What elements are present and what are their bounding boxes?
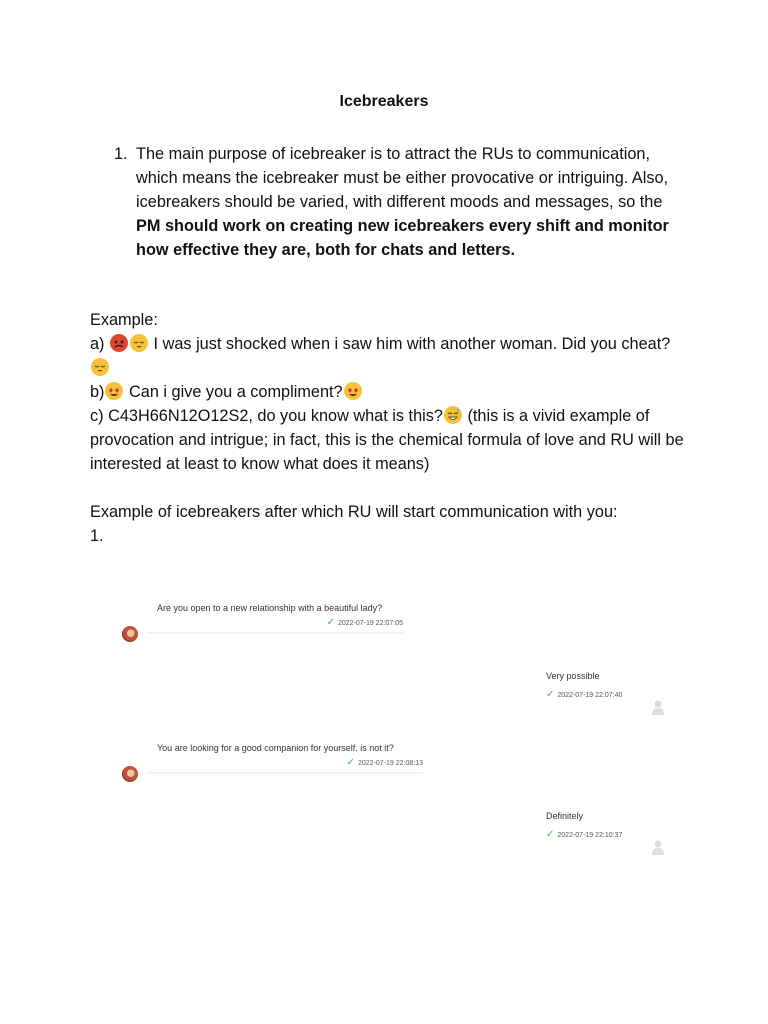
example-c-text: c) C43H66N12O12S2, do you know what is this? (90, 407, 443, 425)
numbered-item-1 (114, 142, 684, 262)
message-meta (147, 617, 403, 632)
example-c (90, 404, 690, 476)
check-icon: ✓ (546, 689, 555, 700)
example-a-text: I was just shocked when i saw him with another woman. Did you cheat? (149, 335, 671, 353)
reply-meta (546, 689, 622, 700)
message-time: 2022-07-19 22:08:13 (358, 760, 423, 767)
message-meta (147, 757, 423, 772)
message-text: Are you open to a new relationship with a beautiful lady? (157, 603, 383, 613)
example-a (90, 332, 690, 380)
incoming-message (147, 590, 403, 633)
heart-eyes-icon (344, 382, 362, 400)
check-icon: ✓ (546, 829, 555, 840)
example-b-text: Can i give you a compliment? (124, 383, 343, 401)
chat-screenshot (114, 585, 684, 875)
pensive-face-icon (130, 334, 148, 352)
pensive-face-icon (91, 358, 109, 376)
outgoing-message (546, 671, 622, 700)
avatar (122, 626, 138, 642)
example2-label: Example of icebreakers after which RU will start communication with you: (90, 503, 618, 521)
example-label: Example: (90, 311, 158, 329)
example2-block (90, 500, 618, 548)
document-title: Icebreakers (339, 93, 429, 110)
check-icon: ✓ (326, 617, 335, 628)
angry-face-icon (110, 334, 128, 352)
incoming-message (147, 730, 423, 773)
item-bold-text: PM should work on creating new icebreakers every shift and monitor how effective they are, both for chats and letters. (136, 217, 669, 259)
reply-time: 2022-07-19 22:07:40 (557, 692, 623, 699)
examples-block (90, 308, 690, 476)
message-text: You are looking for a good companion for yourself. is not it? (157, 743, 394, 753)
reply-meta (546, 829, 622, 840)
outgoing-message (546, 811, 622, 840)
reply-text: Definitely (546, 811, 584, 821)
example2-number: 1. (90, 527, 104, 545)
example-c-rest: (this is a vivid example of provocation and intrigue; in fact, this is the chemical formula of love and RU will be interested at least to know what does it means) (90, 407, 684, 473)
heart-eyes-icon (105, 382, 123, 400)
example-a-prefix: a) (90, 335, 110, 353)
example-b (90, 380, 690, 404)
message-time: 2022-07-19 22:07:05 (338, 620, 403, 627)
user-icon (651, 699, 665, 715)
user-icon (651, 839, 665, 855)
item-body (136, 142, 684, 262)
grinning-sweat-icon (444, 406, 462, 424)
item-text: The main purpose of icebreaker is to attract the RUs to communication, which means the icebreaker must be either provocative or intriguing. Also, icebreakers should be varied, with different moods and messages, so the (136, 145, 669, 211)
example-b-prefix: b) (90, 383, 105, 401)
reply-time: 2022-07-19 22:10:37 (557, 832, 623, 839)
check-icon: ✓ (346, 757, 355, 768)
reply-text: Very possible (546, 671, 600, 681)
avatar (122, 766, 138, 782)
item-number: 1. (114, 145, 128, 163)
